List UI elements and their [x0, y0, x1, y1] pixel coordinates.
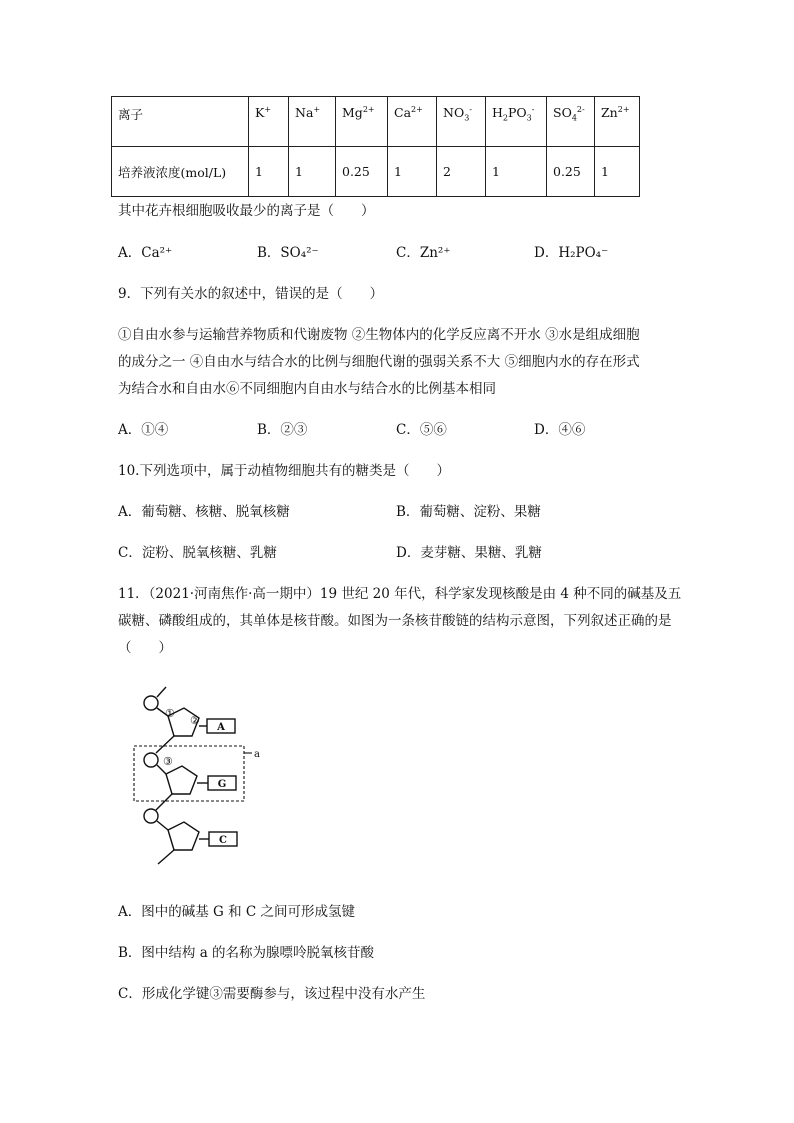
table-cell: 1	[388, 147, 437, 197]
label-3: ③	[163, 755, 173, 768]
q10-option-c[interactable]: C．淀粉、脱氧核糖、乳糖	[118, 545, 277, 561]
nucleotide-chain-diagram	[120, 680, 280, 875]
base-label-g: G	[217, 779, 227, 790]
q10-stem: 10.下列选项中，属于动植物细胞共有的糖类是（ ）	[118, 463, 450, 479]
q9-option-c[interactable]: C．⑤⑥	[396, 422, 447, 438]
table-header-cell: 离子	[112, 97, 249, 147]
q8-option-c[interactable]: C．Zn²⁺	[396, 245, 451, 261]
table-cell: 2	[437, 147, 486, 197]
label-2: ②	[190, 714, 200, 727]
chain-bond	[157, 821, 168, 830]
table-cell: 1	[486, 147, 547, 197]
q9-stem: 9．下列有关水的叙述中，错误的是（ ）	[118, 286, 384, 302]
table-cell: 0.25	[547, 147, 595, 197]
table-row-label: 培养液浓度(mol/L)	[112, 147, 249, 197]
table-cell: 1	[595, 147, 640, 197]
q9-statement-line: 为结合水和自由水⑥不同细胞内自由水与结合水的比例基本相同	[118, 381, 496, 397]
table-header-cell: $Mg^{2+}$	[336, 97, 388, 147]
table-cell: 1	[249, 147, 289, 197]
table-header-cell: $Ca^{2+}$	[388, 97, 437, 147]
base-label-c: C	[219, 835, 227, 846]
box-a-label: a	[254, 749, 260, 760]
q11-stem-line: 11．（2021·河南焦作·高一期中）19 世纪 20 年代，科学家发现核酸是由 4 种不同的碱基及五	[118, 586, 682, 602]
pentose-sugar	[168, 822, 199, 850]
table-row	[112, 147, 640, 197]
phosphate-circle	[144, 696, 158, 710]
q11-stem-line: （ ）	[118, 640, 172, 656]
table-header-cell: Na+	[289, 97, 336, 147]
chain-bond	[158, 850, 174, 864]
phosphate-circle	[144, 809, 158, 823]
table-cell: 0.25	[336, 147, 388, 197]
q9-statement-line: ①自由水参与运输营养物质和代谢废物 ②生物体内的化学反应离不开水 ③水是组成细胞	[118, 327, 640, 343]
q10-option-a[interactable]: A．葡萄糖、核糖、脱氧核糖	[118, 504, 290, 520]
base-label-a: A	[217, 722, 225, 733]
ion-concentration-table	[111, 96, 640, 197]
chain-bond	[156, 794, 172, 810]
q11-stem-line: 碳糖、磷酸组成的，其单体是核苷酸。如图为一条核苷酸链的结构示意图，下列叙述正确的是	[118, 613, 672, 629]
q8-option-a[interactable]: A．Ca²⁺	[118, 245, 173, 261]
table-header-cell: $SO_4^{2-}$	[547, 97, 595, 147]
bond-3	[156, 736, 174, 753]
table-header-cell: $H_2PO_3^-$	[486, 97, 547, 147]
q9-option-b[interactable]: B．②③	[257, 422, 308, 438]
q8-option-d[interactable]: D．H₂PO₄⁻	[534, 245, 609, 261]
q8-stem: 其中花卉根细胞吸收最少的离子是（ ）	[118, 203, 375, 219]
q8-option-b[interactable]: B．SO₄²⁻	[257, 245, 319, 261]
q10-option-d[interactable]: D．麦芽糖、果糖、乳糖	[396, 545, 542, 561]
table-header-cell: $NO_3^-$	[437, 97, 486, 147]
table-header-cell: K+	[249, 97, 289, 147]
phosphate-circle	[144, 753, 158, 767]
pentose-sugar	[166, 766, 197, 794]
chain-bond	[157, 687, 166, 697]
table-header-cell: $Zn^{2+}$	[595, 97, 640, 147]
table-cell: 1	[289, 147, 336, 197]
q11-option-b[interactable]: B．图中结构 a 的名称为腺嘌呤脱氧核苷酸	[118, 945, 375, 961]
q9-statement-line: 的成分之一 ④自由水与结合水的比例与细胞代谢的强弱关系不大 ⑤细胞内水的存在形式	[118, 354, 640, 370]
q11-option-c[interactable]: C．形成化学键③需要酶参与，该过程中没有水产生	[118, 986, 426, 1002]
q10-option-b[interactable]: B．葡萄糖、淀粉、果糖	[396, 504, 541, 520]
q9-option-d[interactable]: D．④⑥	[534, 422, 586, 438]
table-header-row	[112, 97, 640, 147]
q9-option-a[interactable]: A．①④	[118, 422, 169, 438]
label-1: ①	[165, 707, 175, 720]
q11-option-a[interactable]: A．图中的碱基 G 和 C 之间可形成氢键	[118, 904, 356, 920]
